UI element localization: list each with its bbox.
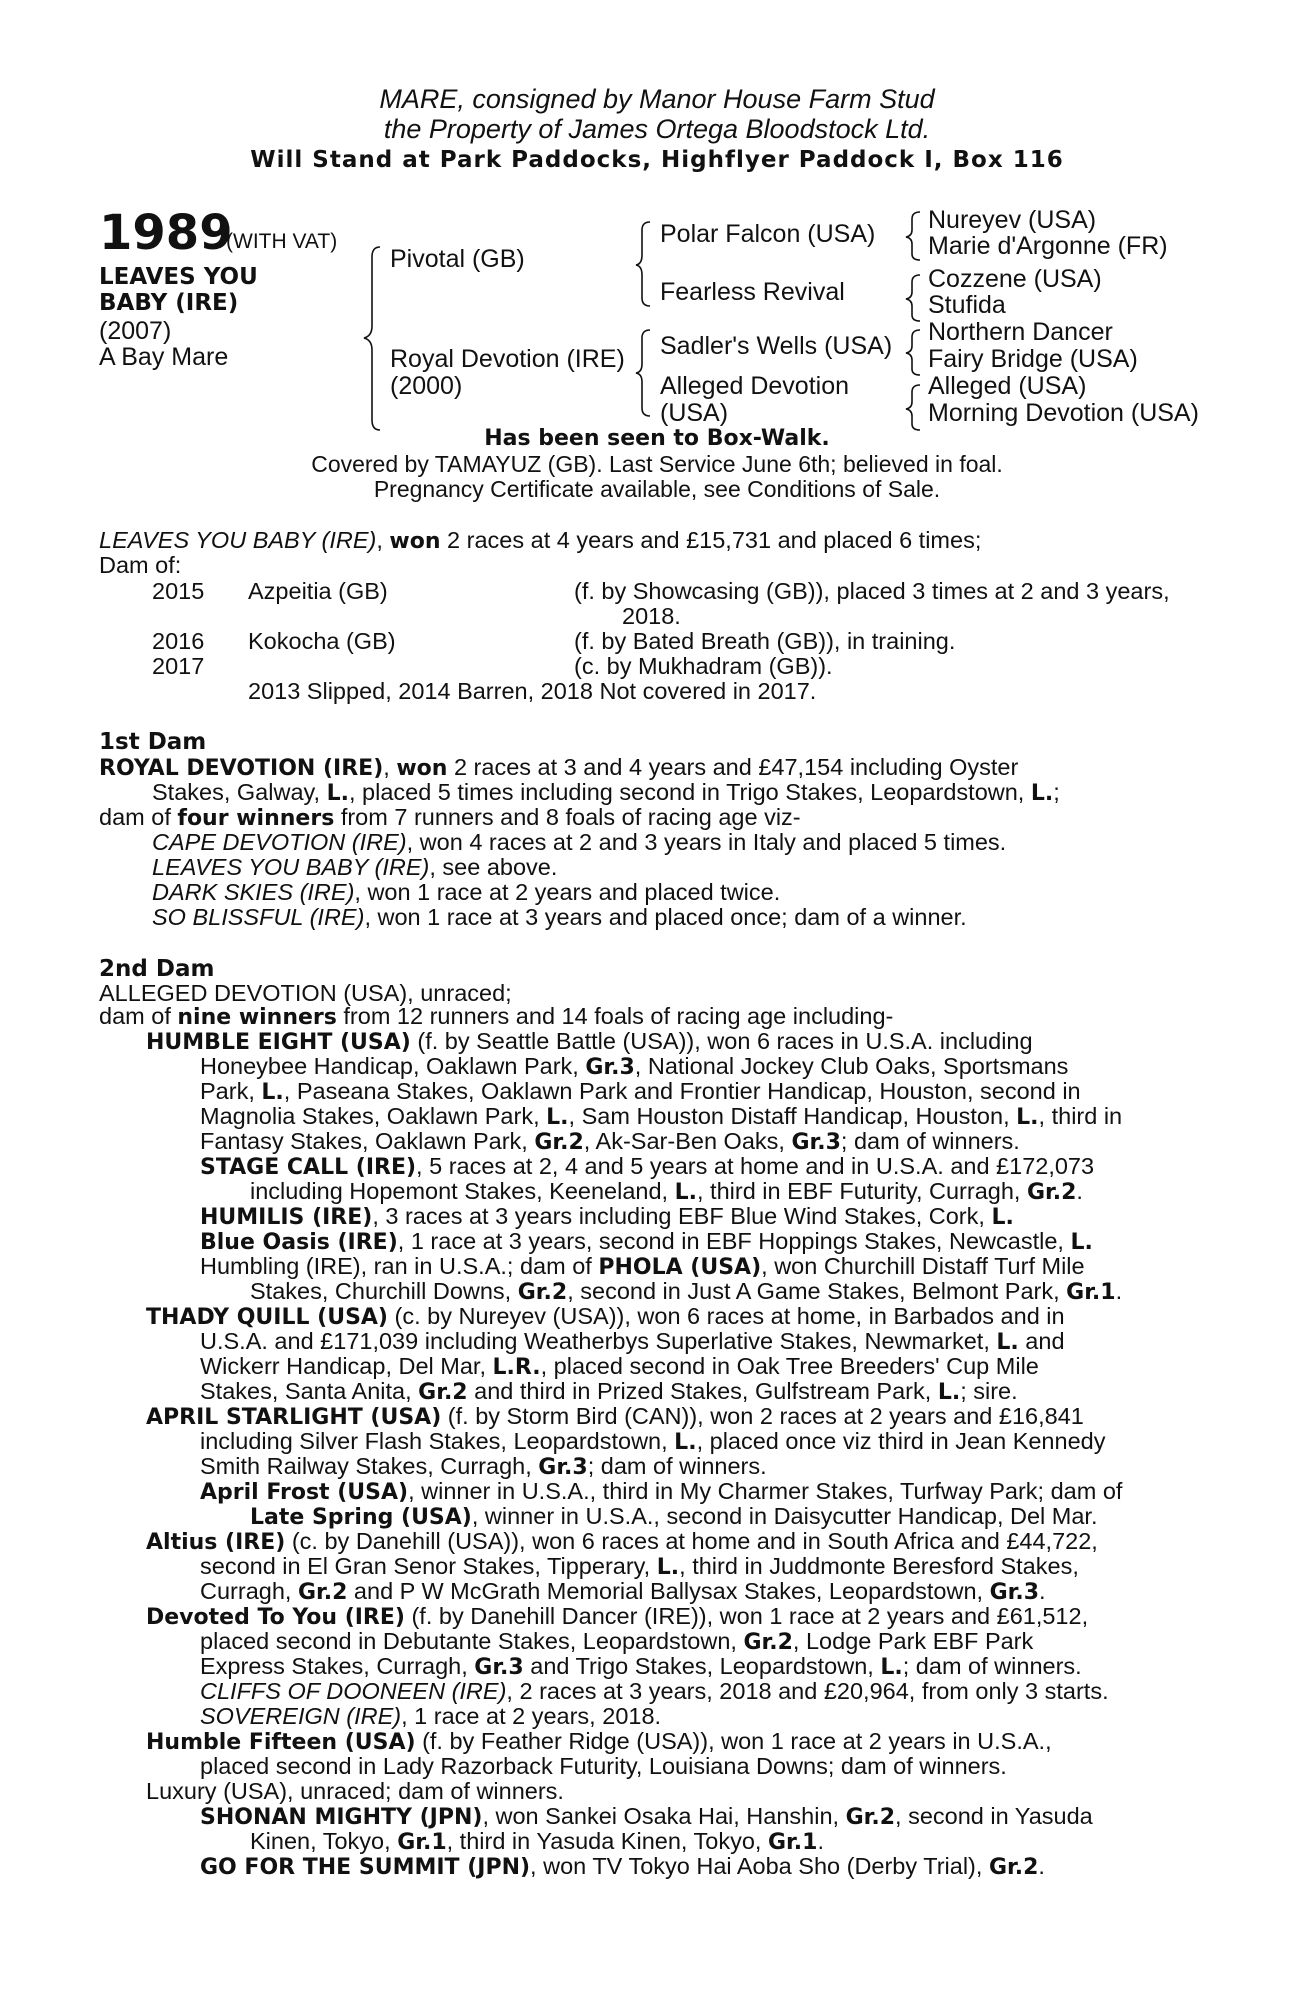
family-line	[250, 1828, 824, 1855]
text: placed second in Lady Razorback Futurity, Louisiana Downs; dam of winners.	[200, 1753, 1007, 1779]
boxwalk-note: Has been seen to Box-Walk.	[484, 426, 830, 451]
text-bold: L.	[1070, 1230, 1093, 1255]
sire-dam-sire: Cozzene (USA)	[928, 265, 1102, 293]
family-line	[200, 1453, 767, 1480]
text: , winner in U.S.A., third in My Charmer Stakes, Turfway Park; dam of	[408, 1478, 1123, 1504]
text: , Ak-Sar-Ben Oaks,	[583, 1128, 792, 1154]
header-line-3: Will Stand at Park Paddocks, Highflyer Paddock I, Box 116	[250, 147, 1064, 173]
family-line	[146, 1728, 1052, 1755]
sire: Pivotal (GB)	[390, 245, 525, 273]
family-line	[200, 1753, 1007, 1780]
produce-desc: (f. by Showcasing (GB)), placed 3 times at 2 and 3 years,	[574, 578, 1170, 604]
text: from 7 runners and 8 foals of racing age viz-	[334, 804, 801, 830]
text: , 3 races at 3 years including EBF Blue Wind Stakes, Cork,	[372, 1203, 992, 1229]
text: and Trigo Stakes, Leopardstown,	[523, 1653, 881, 1679]
text: , Lodge Park EBF Park	[792, 1628, 1034, 1654]
sire-dam: Fearless Revival	[660, 278, 845, 306]
text: , third in Juddmonte Beresford Stakes,	[679, 1553, 1079, 1579]
text: , second in Just A Game Stakes, Belmont Park,	[567, 1278, 1067, 1304]
family-line	[200, 1553, 1079, 1580]
text: Wickerr Handicap, Del Mar,	[200, 1353, 493, 1379]
first-dam-name: ROYAL DEVOTION (IRE)	[99, 756, 384, 781]
text-bold: four winners	[177, 806, 335, 831]
text: Magnolia Stakes, Oaklawn Park,	[200, 1103, 547, 1129]
family-line	[200, 1128, 1020, 1155]
text: , 2 races at 3 years, 2018 and £20,964, from only 3 starts.	[506, 1678, 1109, 1704]
text: .	[1039, 1578, 1046, 1604]
family-line	[200, 1378, 1018, 1405]
text: (c. by Danehill (USA)), won 6 races at home and in South Africa and £44,722,	[285, 1528, 1098, 1554]
text-bold: Gr.2	[743, 1630, 793, 1655]
text-italic: SO BLISSFUL (IRE)	[152, 904, 365, 930]
brace-sire	[636, 222, 650, 306]
text-bold: Gr.3	[585, 1055, 635, 1080]
text-bold: Gr.2	[517, 1280, 568, 1305]
text: 2 races at 3 and 4 years and £47,154 including Oyster	[447, 754, 1019, 780]
sire-sire-sire: Nureyev (USA)	[928, 206, 1097, 234]
family-line	[200, 1353, 1039, 1380]
produce-desc: (c. by Mukhadram (GB)).	[574, 653, 833, 679]
family-line	[146, 1303, 1065, 1330]
text: , placed once viz third in Jean Kennedy	[696, 1428, 1106, 1454]
text: and	[1018, 1328, 1065, 1354]
dam: Royal Devotion (IRE)	[390, 345, 625, 373]
dam-of-label: Dam of:	[99, 552, 182, 578]
text-bold: L.	[1016, 1105, 1039, 1130]
first-dam-progeny	[152, 904, 967, 931]
text: Express Stakes, Curragh,	[200, 1653, 475, 1679]
text: (f. by Seattle Battle (USA)), won 6 races in U.S.A. including	[410, 1028, 1033, 1054]
text-italic: CLIFFS OF DOONEEN (IRE)	[200, 1678, 507, 1704]
text: ; sire.	[960, 1378, 1018, 1404]
dam-dam-line-2: (USA)	[660, 399, 729, 427]
text-bold: L.R.	[492, 1355, 541, 1380]
text-bold: L.	[674, 1180, 697, 1205]
text: , 1 race at 3 years, second in EBF Hoppings Stakes, Newcastle,	[397, 1228, 1071, 1254]
text: including Hopemont Stakes, Keeneland,	[250, 1178, 675, 1204]
family-line	[146, 1603, 1088, 1630]
family-line	[200, 1428, 1105, 1455]
dam-sire: Sadler's Wells (USA)	[660, 332, 893, 360]
text-bold: Gr.3	[791, 1130, 841, 1155]
summary-line: LEAVES YOU BABY (IRE), won 2 races at 4 years and £15,731 and placed 6 times;	[99, 527, 982, 554]
text: Curragh,	[200, 1578, 298, 1604]
dam-year: (2000)	[390, 372, 463, 400]
text: ; dam of winners.	[840, 1128, 1020, 1154]
text-bold: L.	[880, 1655, 903, 1680]
text: ; dam of winners.	[902, 1653, 1082, 1679]
text: , third in EBF Futurity, Curragh,	[696, 1178, 1027, 1204]
text-bold: GO FOR THE SUMMIT (JPN)	[200, 1855, 531, 1880]
brace-main	[364, 247, 380, 430]
text-bold: L.	[996, 1330, 1019, 1355]
text: U.S.A. and £171,039 including Weatherbys Superlative Stakes, Newmarket,	[200, 1328, 997, 1354]
text-bold: Gr.2	[845, 1805, 896, 1830]
text-bold: Altius (IRE)	[146, 1530, 286, 1555]
text: , won 4 races at 2 and 3 years in Italy and placed 5 times.	[406, 829, 1007, 855]
text-bold: HUMBLE EIGHT (USA)	[146, 1030, 411, 1055]
text: and third in Prized Stakes, Gulfstream Park,	[467, 1378, 938, 1404]
text: (f. by Danehill Dancer (IRE)), won 1 race at 2 years and £61,512,	[404, 1603, 1089, 1629]
text: ;	[1053, 779, 1060, 805]
text-bold: Blue Oasis (IRE)	[200, 1230, 398, 1255]
produce-year: 2015	[152, 578, 205, 604]
produce-note: 2013 Slipped, 2014 Barren, 2018 Not covered in 2017.	[248, 678, 817, 704]
family-line	[200, 1703, 661, 1730]
text-italic: LEAVES YOU BABY (IRE)	[152, 854, 430, 880]
family-line	[200, 1078, 1081, 1105]
family-line	[250, 1178, 1083, 1205]
text: (f. by Storm Bird (CAN)), won 2 races at 2 years and £16,841	[441, 1403, 1084, 1429]
produce-name: Azpeitia (GB)	[248, 578, 388, 604]
text: .	[1115, 1278, 1123, 1304]
text-bold: Gr.2	[534, 1130, 584, 1155]
text: , won 1 race at 2 years and placed twice.	[354, 879, 781, 905]
text: , placed 5 times including second in Trigo Stakes, Leopardstown,	[348, 779, 1031, 805]
text: .	[817, 1828, 824, 1854]
sire-sire-dam: Marie d'Argonne (FR)	[928, 232, 1168, 260]
text: Fantasy Stakes, Oaklawn Park,	[200, 1128, 535, 1154]
produce-year: 2016	[152, 628, 205, 654]
family-line	[146, 1028, 1033, 1055]
text: , 1 race at 2 years, 2018.	[401, 1703, 662, 1729]
second-dam-line: ALLEGED DEVOTION (USA), unraced;	[99, 980, 512, 1006]
text-bold: PHOLA (USA)	[598, 1255, 762, 1280]
text: Smith Railway Stakes, Curragh,	[200, 1453, 539, 1479]
text-bold: L.	[991, 1205, 1014, 1230]
text: (f. by Feather Ridge (USA)), won 1 race at 2 years in U.S.A.,	[415, 1728, 1052, 1754]
text: Stakes, Santa Anita,	[200, 1378, 419, 1404]
dam-dam-line-1: Alleged Devotion	[660, 372, 850, 400]
text: ; dam of winners.	[587, 1453, 767, 1479]
text-bold: Devoted To You (IRE)	[146, 1605, 405, 1630]
text-italic: DARK SKIES (IRE)	[152, 879, 355, 905]
text-bold: Gr.3	[538, 1455, 588, 1480]
family-line	[250, 1503, 1098, 1530]
family-line	[200, 1578, 1046, 1605]
summary-horse-name: LEAVES YOU BABY (IRE)	[99, 527, 377, 553]
text-bold: L.	[1030, 781, 1054, 806]
dam-sire-dam: Fairy Bridge (USA)	[928, 345, 1138, 373]
text-bold: L.	[656, 1555, 680, 1580]
first-dam-line	[99, 804, 801, 831]
text: Luxury (USA), unraced; dam of winners.	[146, 1778, 564, 1804]
dam-dam-sire: Alleged (USA)	[928, 372, 1087, 400]
text: , winner in U.S.A., second in Daisycutter Handicap, Del Mar.	[471, 1503, 1098, 1529]
text-bold: STAGE CALL (IRE)	[200, 1155, 417, 1180]
first-dam-line	[99, 754, 1018, 781]
family-line	[146, 1528, 1098, 1555]
brace-dam	[636, 330, 650, 416]
first-dam-progeny	[152, 879, 780, 906]
text-bold: L.	[937, 1380, 961, 1405]
text: , won Churchill Distaff Turf Mile	[761, 1253, 1085, 1279]
text: dam of	[99, 1003, 178, 1029]
dam-sire-sire: Northern Dancer	[928, 318, 1113, 346]
produce-desc-cont: 2018.	[622, 603, 681, 629]
text: , third in Yasuda Kinen, Tokyo,	[446, 1828, 768, 1854]
text-bold: Gr.3	[989, 1580, 1040, 1605]
text: (c. by Nureyev (USA)), won 6 races at home, in Barbados and in	[388, 1303, 1065, 1329]
text: , Paseana Stakes, Oaklawn Park and Frontier Handicap, Houston, second in	[283, 1078, 1081, 1104]
covered-note: Covered by TAMAYUZ (GB). Last Service June 6th; believed in foal.	[311, 451, 1003, 477]
text: and P W McGrath Memorial Ballysax Stakes, Leopardstown,	[347, 1578, 990, 1604]
text-italic: CAPE DEVOTION (IRE)	[152, 829, 407, 855]
text: .	[1076, 1178, 1083, 1204]
text-bold: L.	[261, 1080, 284, 1105]
text: , second in Yasuda	[895, 1803, 1093, 1829]
text: ,	[383, 754, 397, 780]
text: Stakes, Churchill Downs,	[250, 1278, 518, 1304]
text: from 12 runners and 14 foals of racing age including-	[336, 1003, 894, 1029]
family-line	[200, 1053, 1068, 1080]
text: Park,	[200, 1078, 262, 1104]
produce-desc: (f. by Bated Breath (GB)), in training.	[574, 628, 956, 654]
first-dam-progeny	[152, 829, 1006, 856]
text: Stakes, Galway,	[152, 779, 327, 805]
horse-description: A Bay Mare	[99, 343, 229, 371]
foaling-year: (2007)	[99, 317, 172, 345]
header-line-1: MARE, consigned by Manor House Farm Stud	[379, 84, 935, 114]
text-bold: HUMILIS (IRE)	[200, 1205, 373, 1230]
family-line	[200, 1103, 1122, 1130]
text-bold: Gr.2	[1026, 1180, 1077, 1205]
family-line	[200, 1478, 1122, 1505]
text-bold: Humble Fifteen (USA)	[146, 1730, 416, 1755]
text: Honeybee Handicap, Oaklawn Park,	[200, 1053, 586, 1079]
text-bold: SHONAN MIGHTY (JPN)	[200, 1805, 483, 1830]
pedigree-braces	[0, 0, 1314, 440]
summary-rest: 2 races at 4 years and £15,731 and placed 6 times;	[440, 527, 982, 553]
text: Kinen, Tokyo,	[250, 1828, 398, 1854]
text-bold: April Frost (USA)	[200, 1480, 409, 1505]
first-dam-line	[152, 779, 1060, 806]
header-line-2: the Property of James Ortega Bloodstock Ltd.	[383, 114, 931, 144]
sire-sire: Polar Falcon (USA)	[660, 220, 876, 248]
second-dam-heading: 2nd Dam	[99, 956, 215, 982]
text: , National Jockey Club Oaks, Sportsmans	[634, 1053, 1069, 1079]
produce-year: 2017	[152, 653, 205, 679]
text: , won TV Tokyo Hai Aoba Sho (Derby Trial),	[530, 1853, 989, 1879]
sire-dam-dam: Stufida	[928, 291, 1006, 319]
first-dam-heading: 1st Dam	[99, 729, 207, 755]
text: , third in	[1038, 1103, 1123, 1129]
family-line	[200, 1653, 1082, 1680]
text-bold: Gr.2	[418, 1380, 468, 1405]
text-bold: L.	[546, 1105, 569, 1130]
text: .	[1038, 1853, 1045, 1879]
text-bold: THADY QUILL (USA)	[146, 1305, 388, 1330]
text-bold: APRIL STARLIGHT (USA)	[146, 1405, 442, 1430]
text-bold: won	[396, 756, 448, 781]
text: , won Sankei Osaka Hai, Hanshin,	[482, 1803, 846, 1829]
family-line	[200, 1678, 1109, 1705]
family-line	[200, 1853, 1045, 1880]
family-line	[146, 1403, 1084, 1430]
summary-won: won	[389, 529, 441, 554]
text: , placed second in Oak Tree Breeders' Cup Mile	[540, 1353, 1039, 1379]
text-bold: Gr.1	[768, 1830, 818, 1855]
text: Humbling (IRE), ran in U.S.A.; dam of	[200, 1253, 599, 1279]
family-line	[146, 1778, 564, 1805]
text: second in El Gran Senor Stakes, Tipperary,	[200, 1553, 657, 1579]
first-dam-progeny	[152, 854, 557, 881]
text: , Sam Houston Distaff Handicap, Houston,	[568, 1103, 1017, 1129]
vat-note: (WITH VAT)	[226, 230, 338, 253]
family-line	[200, 1628, 1033, 1655]
text-italic: SOVEREIGN (IRE)	[200, 1703, 402, 1729]
text-bold: Late Spring (USA)	[250, 1505, 472, 1530]
text-bold: L.	[326, 781, 349, 806]
second-dam-line	[99, 1003, 893, 1030]
family-line	[200, 1253, 1085, 1280]
text: including Silver Flash Stakes, Leopardstown,	[200, 1428, 675, 1454]
text-bold: Gr.2	[988, 1855, 1039, 1880]
family-line	[200, 1328, 1065, 1355]
family-line	[200, 1228, 1093, 1255]
text: placed second in Debutante Stakes, Leopardstown,	[200, 1628, 744, 1654]
pregnancy-note: Pregnancy Certificate available, see Conditions of Sale.	[373, 476, 941, 502]
text-bold: L.	[674, 1430, 697, 1455]
text-bold: Gr.1	[397, 1830, 447, 1855]
text: , 5 races at 2, 4 and 5 years at home and in U.S.A. and £172,073	[416, 1153, 1095, 1179]
horse-name-line-2: BABY (IRE)	[99, 290, 239, 316]
dam-dam-dam: Morning Devotion (USA)	[928, 399, 1199, 427]
family-line	[250, 1278, 1122, 1305]
produce-name: Kokocha (GB)	[248, 628, 396, 654]
family-line	[200, 1203, 1014, 1230]
horse-name-line-1: LEAVES YOU	[99, 264, 258, 290]
text-bold: nine winners	[177, 1005, 337, 1030]
family-line	[200, 1153, 1094, 1180]
text: , see above.	[429, 854, 558, 880]
text-bold: Gr.3	[474, 1655, 524, 1680]
text-bold: Gr.2	[297, 1580, 348, 1605]
text: , won 1 race at 3 years and placed once; dam of a winner.	[364, 904, 967, 930]
text-bold: Gr.1	[1066, 1280, 1116, 1305]
text: dam of	[99, 804, 178, 830]
family-line	[200, 1803, 1093, 1830]
lot-number: 1989	[99, 205, 233, 261]
